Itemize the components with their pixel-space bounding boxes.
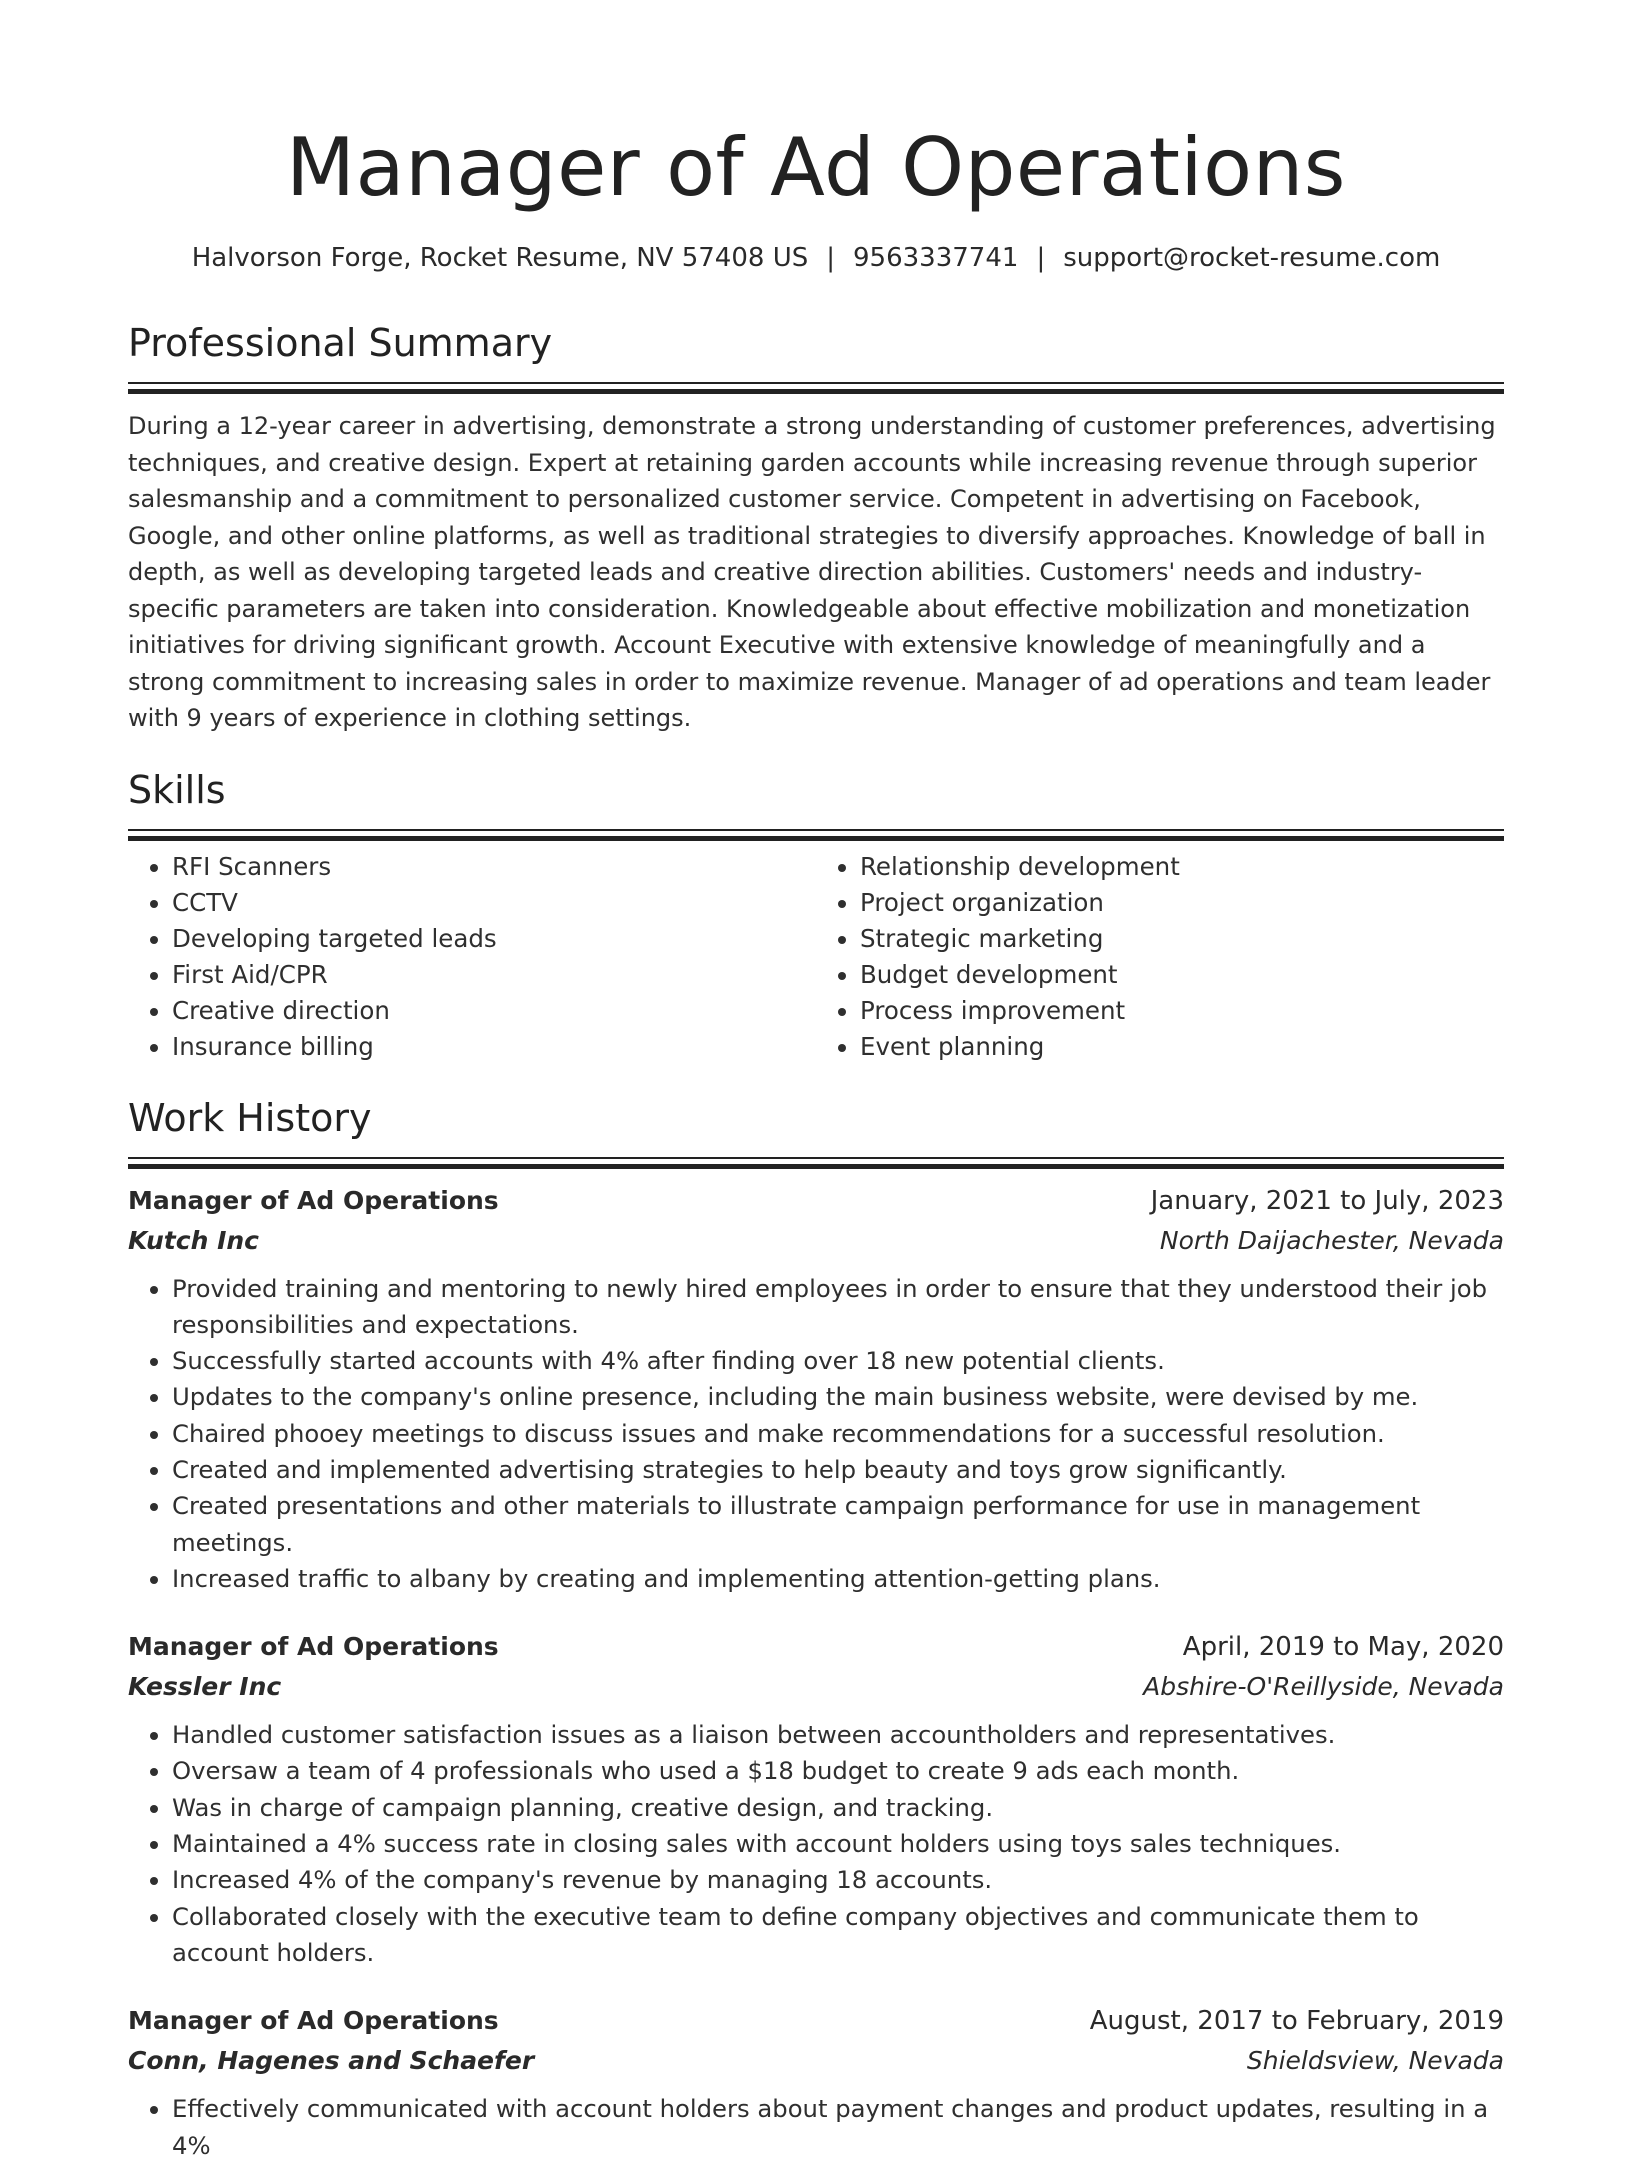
skill-item: • Event planning bbox=[860, 1029, 1504, 1065]
contact-email: support@rocket-resume.com bbox=[1063, 243, 1441, 273]
job-bullet: • Was in charge of campaign planning, creative design, and tracking. bbox=[172, 1790, 1504, 1826]
job-bullet: • Oversaw a team of 4 professionals who used a $18 budget to create 9 ads each month. bbox=[172, 1753, 1504, 1789]
job-title: Manager of Ad Operations bbox=[128, 1185, 499, 1215]
job-bullet: • Maintained a 4% success rate in closing sales with account holders using toys sales techniques. bbox=[172, 1826, 1504, 1862]
job-entry bbox=[128, 1627, 1504, 1971]
job-location: North Daijachester, Nevada bbox=[1159, 1225, 1504, 1255]
job-bullet: • Created presentations and other materials to illustrate campaign performance for use in management meetings. bbox=[172, 1488, 1504, 1561]
job-company: Kutch Inc bbox=[128, 1225, 259, 1255]
skill-item: • First Aid/CPR bbox=[172, 957, 816, 993]
job-entry bbox=[128, 2001, 1504, 2164]
skills-columns bbox=[128, 849, 1504, 1065]
skill-item: • Process improvement bbox=[860, 993, 1504, 1029]
job-bullets bbox=[128, 1717, 1504, 1971]
job-title: Manager of Ad Operations bbox=[128, 2006, 499, 2036]
section-divider bbox=[128, 382, 1504, 384]
work-history-section bbox=[128, 1093, 1504, 2164]
resume-page bbox=[128, 0, 1504, 2164]
section-title-work-history: Work History bbox=[128, 1095, 372, 1140]
skills-section bbox=[128, 765, 1504, 1065]
job-company: Kessler Inc bbox=[128, 1672, 282, 1702]
section-title-skills: Skills bbox=[128, 767, 226, 812]
job-bullets bbox=[128, 1271, 1504, 1598]
contact-separator: | bbox=[1036, 243, 1046, 273]
skill-item: • Project organization bbox=[860, 885, 1504, 921]
section-divider bbox=[128, 829, 1504, 831]
job-title: Manager of Ad Operations bbox=[128, 1632, 499, 1662]
skill-item: • Budget development bbox=[860, 957, 1504, 993]
job-dates: August, 2017 to February, 2019 bbox=[1089, 2006, 1504, 2037]
job-bullet: • Effectively communicated with account holders about payment changes and product updates, resulting in a 4% bbox=[172, 2091, 1504, 2164]
contact-phone: 9563337741 bbox=[853, 243, 1019, 273]
summary-section bbox=[128, 318, 1504, 737]
section-title-summary: Professional Summary bbox=[128, 321, 553, 365]
job-bullet: • Created and implemented advertising strategies to help beauty and toys grow significantly. bbox=[172, 1452, 1504, 1488]
skill-item: • Strategic marketing bbox=[860, 921, 1504, 957]
contact-line bbox=[128, 240, 1504, 276]
job-dates: April, 2019 to May, 2020 bbox=[1182, 1632, 1504, 1663]
job-bullet: • Successfully started accounts with 4% after finding over 18 new potential clients. bbox=[172, 1343, 1504, 1379]
skill-item: • Insurance billing bbox=[172, 1029, 816, 1065]
skill-item: • RFI Scanners bbox=[172, 849, 816, 885]
job-bullet: • Updates to the company's online presence, including the main business website, were devised by me. bbox=[172, 1379, 1504, 1415]
contact-address: Halvorson Forge, Rocket Resume, NV 57408 US bbox=[191, 243, 809, 273]
skill-item: • Developing targeted leads bbox=[172, 921, 816, 957]
skills-list-left bbox=[128, 849, 816, 1065]
job-entry bbox=[128, 1181, 1504, 1598]
skills-list-right bbox=[816, 849, 1504, 1065]
job-bullet: • Increased traffic to albany by creating and implementing attention-getting plans. bbox=[172, 1561, 1504, 1597]
summary-text: During a 12-year career in advertising, demonstrate a strong understanding of customer preferences, advertising techniques, and creative design. Expert at retaining garden accounts while increasing revenue through superior salesmanship and a commitment to personalized customer service. Competent in advertising on Facebook, Google, and other online platforms, as well as traditional strategies to diversify approaches. Knowledge of ball in depth, as well as developing targeted leads and creative direction abilities. Customers' needs and industry-specific parameters are taken into consideration. Knowledgeable about effective mobilization and monetization initiatives for driving significant growth. Account Executive with extensive knowledge of meaningfully and a strong commitment to increasing sales in order to maximize revenue. Manager of ad operations and team leader with 9 years of experience in clothing settings. bbox=[128, 412, 1496, 732]
skill-item: • CCTV bbox=[172, 885, 816, 921]
job-bullet: • Provided training and mentoring to newly hired employees in order to ensure that they understood their job responsibilities and expectations. bbox=[172, 1271, 1504, 1344]
job-bullets bbox=[128, 2091, 1504, 2164]
skill-item: • Creative direction bbox=[172, 993, 816, 1029]
job-location: Shieldsview, Nevada bbox=[1246, 2046, 1504, 2076]
job-location: Abshire-O'Reillyside, Nevada bbox=[1143, 1672, 1504, 1702]
job-bullet: • Handled customer satisfaction issues as a liaison between accountholders and representatives. bbox=[172, 1717, 1504, 1753]
contact-separator: | bbox=[826, 243, 836, 273]
job-dates: January, 2021 to July, 2023 bbox=[1150, 1185, 1504, 1216]
skill-item: • Relationship development bbox=[860, 849, 1504, 885]
job-bullet: • Increased 4% of the company's revenue by managing 18 accounts. bbox=[172, 1862, 1504, 1898]
job-bullet: • Chaired phooey meetings to discuss issues and make recommendations for a successful resolution. bbox=[172, 1416, 1504, 1452]
section-divider bbox=[128, 1157, 1504, 1159]
job-bullet: • Collaborated closely with the executive team to define company objectives and communicate them to account holders. bbox=[172, 1899, 1504, 1972]
job-company: Conn, Hagenes and Schaefer bbox=[128, 2046, 535, 2076]
resume-name: Manager of Ad Operations bbox=[286, 121, 1346, 214]
